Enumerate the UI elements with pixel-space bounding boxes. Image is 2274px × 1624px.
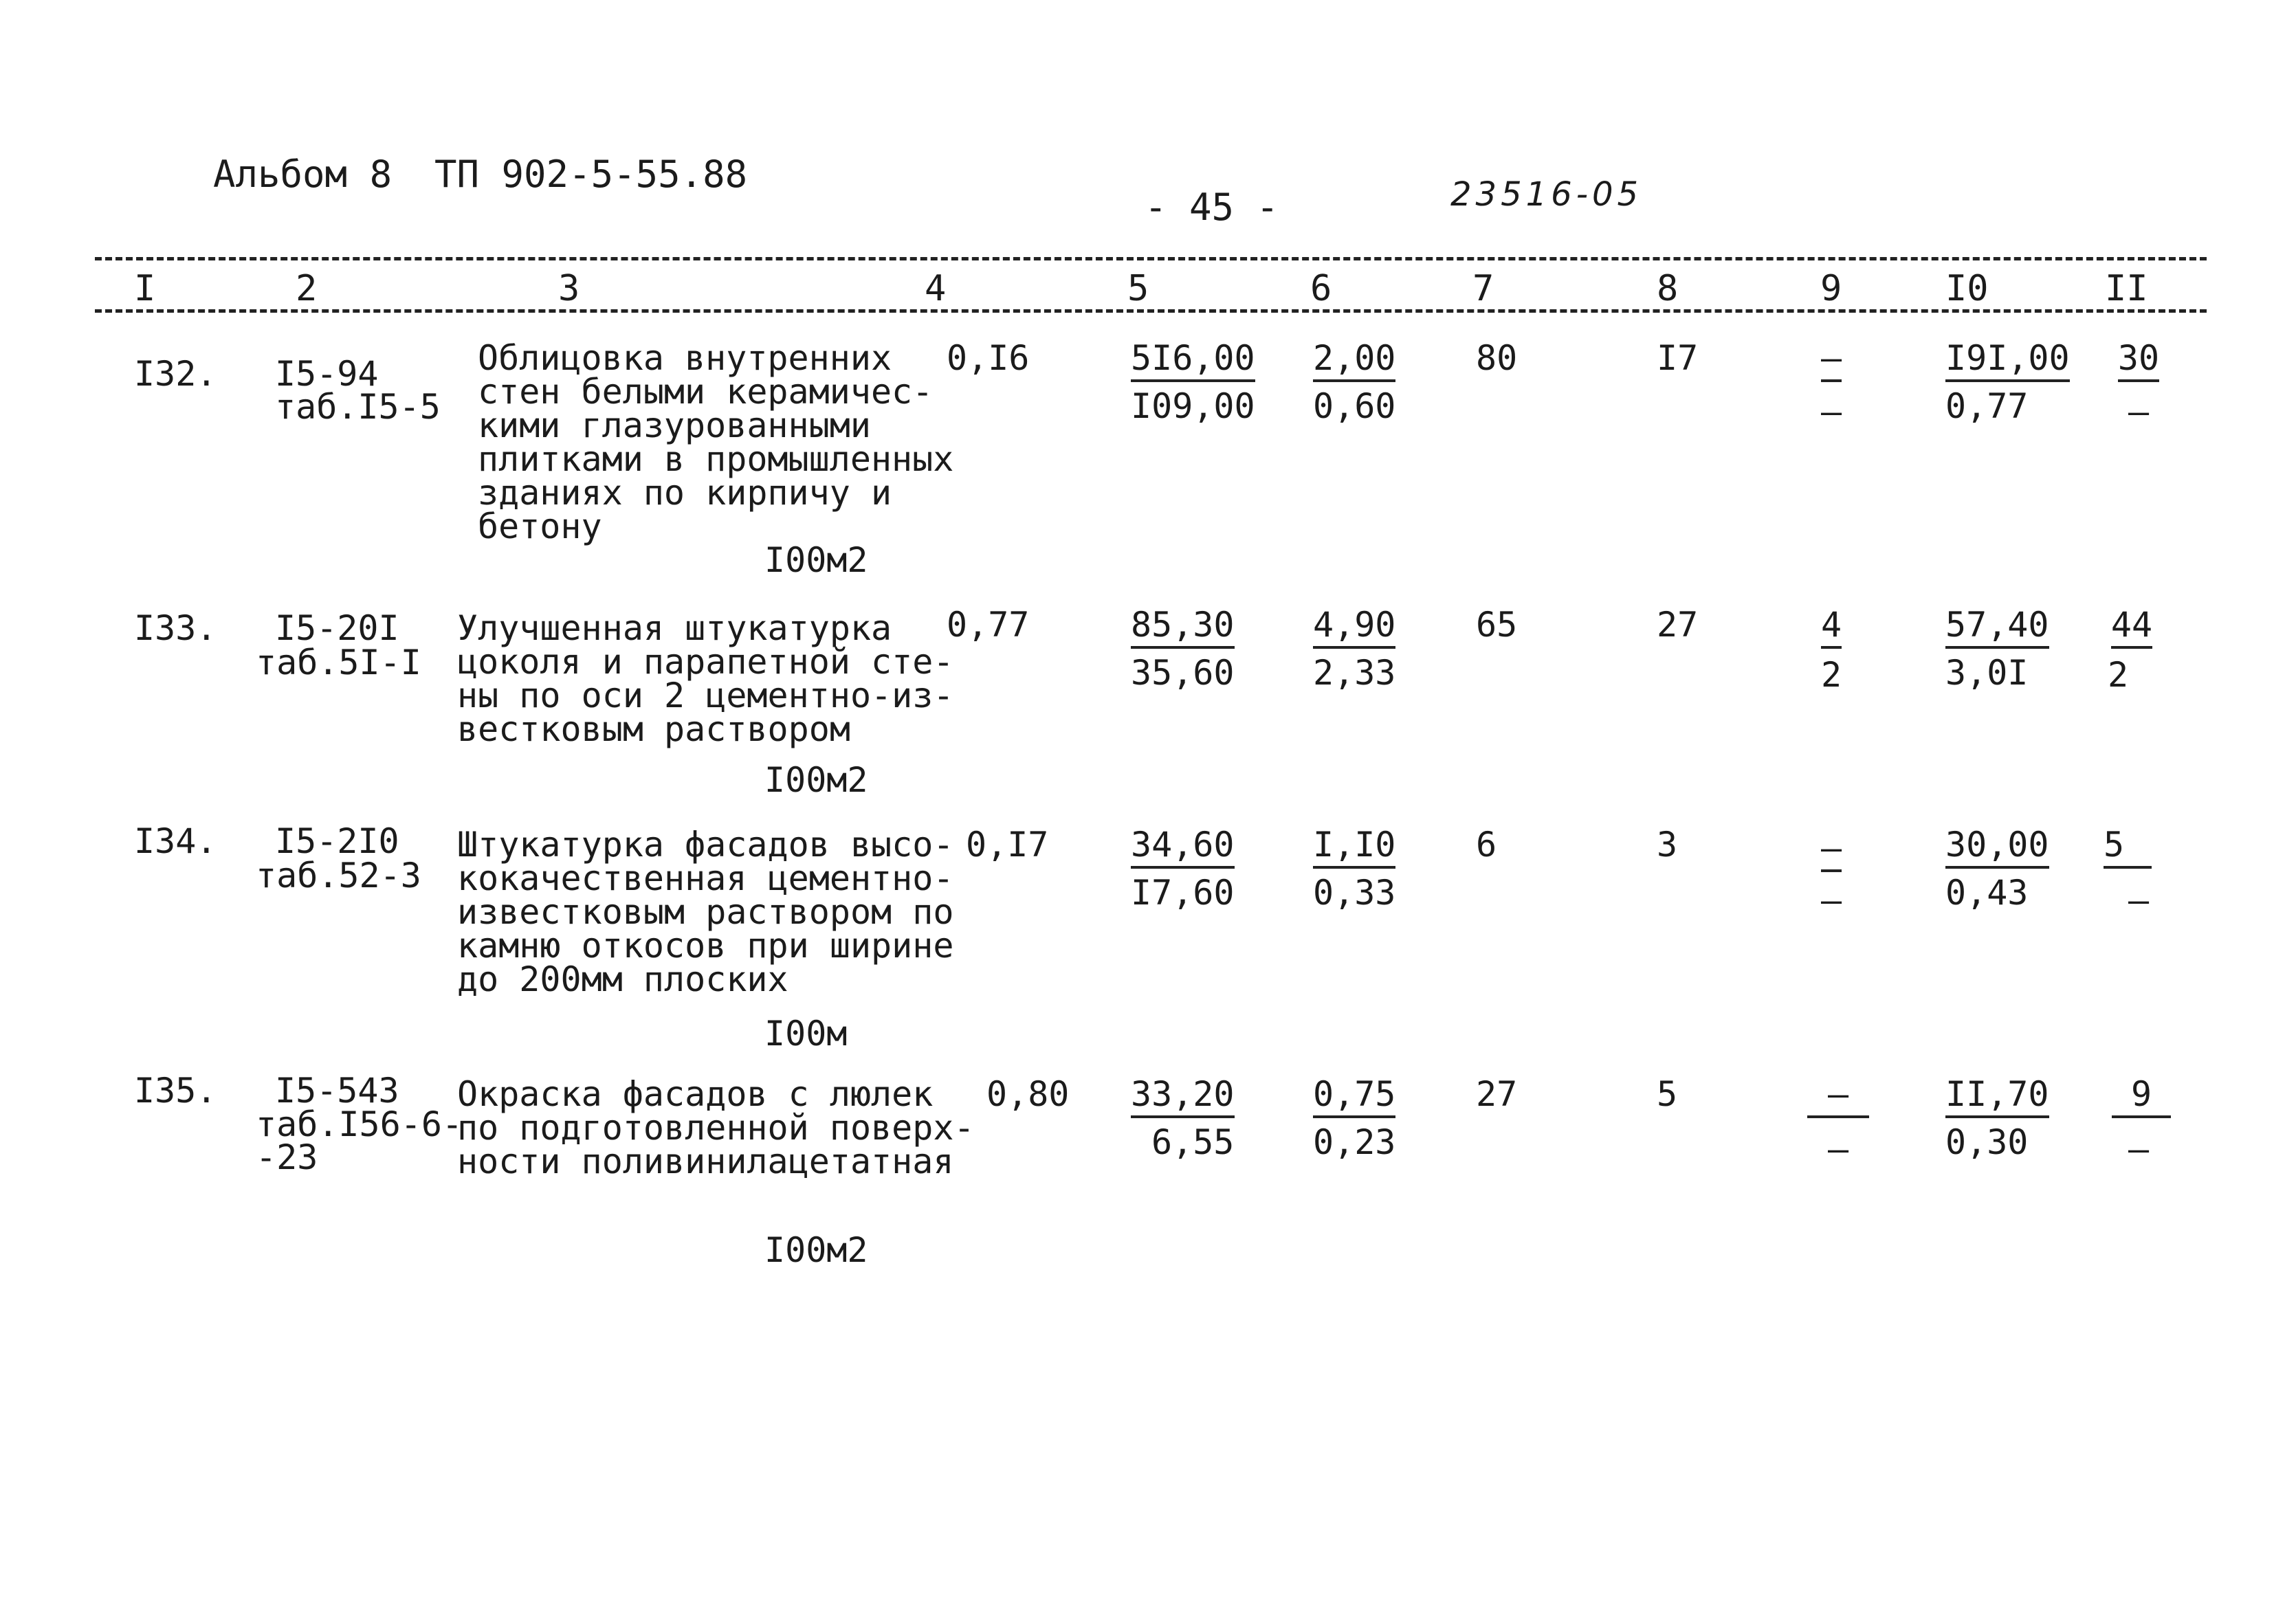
col-header-11: II <box>2105 268 2148 309</box>
col10-bottom: 0,43 <box>1945 873 2029 913</box>
col10-top: II,70 <box>1945 1074 2049 1118</box>
col9-bottom: – <box>1820 392 1842 432</box>
col8: I7 <box>1657 338 1699 378</box>
unit-of-measure: I00м2 <box>764 540 868 580</box>
col5-top: 85,30 <box>1131 605 1235 649</box>
col9-top: – <box>1807 1074 1869 1118</box>
album-label: Альбом 8 <box>213 153 393 196</box>
col10-top: I9I,00 <box>1945 338 2070 382</box>
header-top-rule <box>95 257 2207 260</box>
col-header-8: 8 <box>1657 268 1679 309</box>
unit-of-measure: I00м2 <box>764 1230 868 1270</box>
col6-bottom: 0,33 <box>1313 873 1396 913</box>
page-number: - 45 - <box>1145 186 1279 229</box>
row-number: I34. <box>134 821 217 861</box>
col-header-4: 4 <box>925 268 947 309</box>
work-description: Окраска фасадов с люлек по подготовленной поверх- ности поливинилацетатная <box>457 1074 975 1181</box>
col11-bottom: 2 <box>2107 655 2129 695</box>
row-number: I35. <box>134 1071 217 1111</box>
col-header-9: 9 <box>1820 268 1842 309</box>
header-bottom-rule <box>95 309 2207 313</box>
col7: 80 <box>1476 338 1518 378</box>
col5-bottom: I09,00 <box>1131 386 1255 426</box>
col5-top: 5I6,00 <box>1131 338 1255 382</box>
quantity: 0,77 <box>947 605 1030 645</box>
col-header-6: 6 <box>1310 268 1332 309</box>
col10-bottom: 0,77 <box>1945 386 2029 426</box>
col11-bottom: – <box>2128 1129 2150 1169</box>
col11-bottom: – <box>2128 392 2150 432</box>
unit-of-measure: I00м2 <box>764 760 868 800</box>
project-code: ТП 902-5-55.88 <box>434 153 748 196</box>
col-header-2: 2 <box>296 268 318 309</box>
norm-code: I5-543 <box>275 1071 399 1111</box>
col9-top: 4 <box>1821 605 1842 649</box>
col6-bottom: 0,60 <box>1313 386 1396 426</box>
col6-bottom: 2,33 <box>1313 653 1396 693</box>
work-description: Штукатурка фасадов высо- кокачественная цементно- известковым раствором по камню откосов при ширине до 200мм плоских <box>457 825 954 999</box>
col9-top: – <box>1821 338 1842 382</box>
norm-code: I5-2I0 <box>275 821 399 861</box>
col6-top: I,I0 <box>1313 825 1395 869</box>
col6-top: 0,75 <box>1313 1074 1395 1118</box>
col10-bottom: 0,30 <box>1945 1122 2029 1162</box>
norm-table: таб.I5-5 <box>275 387 441 427</box>
col-header-5: 5 <box>1127 268 1149 309</box>
col-header-3: 3 <box>558 268 580 309</box>
col5-top: 33,20 <box>1131 1074 1235 1118</box>
col10-bottom: 3,0I <box>1945 653 2029 693</box>
quantity: 0,I6 <box>947 338 1030 378</box>
col6-top: 2,00 <box>1313 338 1395 382</box>
col11-top: 9 <box>2112 1074 2171 1118</box>
col8: 27 <box>1657 605 1699 645</box>
work-description: Облицовка внутренних стен белыми керамичес- кими глазурованными плитками в промышленных зданиях по кирпичу и бетону <box>478 338 954 546</box>
work-description: Улучшенная штукатурка цоколя и парапетной сте- ны по оси 2 цементно-из- вестковым раствором <box>457 608 954 749</box>
row-number: I32. <box>134 354 217 394</box>
col5-bottom: 6,55 <box>1151 1122 1235 1162</box>
col6-bottom: 0,23 <box>1313 1122 1396 1162</box>
col9-bottom: – <box>1820 880 1842 920</box>
col7: 27 <box>1476 1074 1518 1114</box>
norm-table: таб.I56-6- <box>256 1104 463 1144</box>
quantity: 0,I7 <box>966 825 1049 865</box>
col7: 6 <box>1476 825 1497 865</box>
col6-top: 4,90 <box>1313 605 1395 649</box>
unit-of-measure: I00м <box>764 1014 848 1054</box>
col11-top: 5 <box>2104 825 2152 869</box>
col7: 65 <box>1476 605 1518 645</box>
norm-table: таб.52-3 <box>256 856 421 896</box>
norm-table: таб.5I-I <box>256 643 421 682</box>
row-number: I33. <box>134 608 217 648</box>
handwritten-stamp: 23516-05 <box>1450 175 1643 214</box>
col-header-1: I <box>134 268 156 309</box>
col-header-7: 7 <box>1472 268 1494 309</box>
norm-code: I5-20I <box>275 608 399 648</box>
col5-bottom: I7,60 <box>1131 873 1235 913</box>
col5-bottom: 35,60 <box>1131 653 1235 693</box>
col8: 5 <box>1657 1074 1678 1114</box>
col8: 3 <box>1657 825 1678 865</box>
col9-bottom: 2 <box>1820 655 1842 695</box>
col9-top: – <box>1821 828 1842 872</box>
col11-bottom: – <box>2128 880 2150 920</box>
norm-code: I5-94 <box>275 354 379 394</box>
col9-bottom: – <box>1827 1129 1849 1169</box>
col10-top: 30,00 <box>1945 825 2049 869</box>
col5-top: 34,60 <box>1131 825 1235 869</box>
col11-top: 30 <box>2118 338 2159 382</box>
col11-top: 44 <box>2111 605 2152 649</box>
col-header-10: I0 <box>1945 268 1989 309</box>
col10-top: 57,40 <box>1945 605 2049 649</box>
quantity: 0,80 <box>986 1074 1070 1114</box>
norm-table-suffix: -23 <box>256 1137 318 1177</box>
